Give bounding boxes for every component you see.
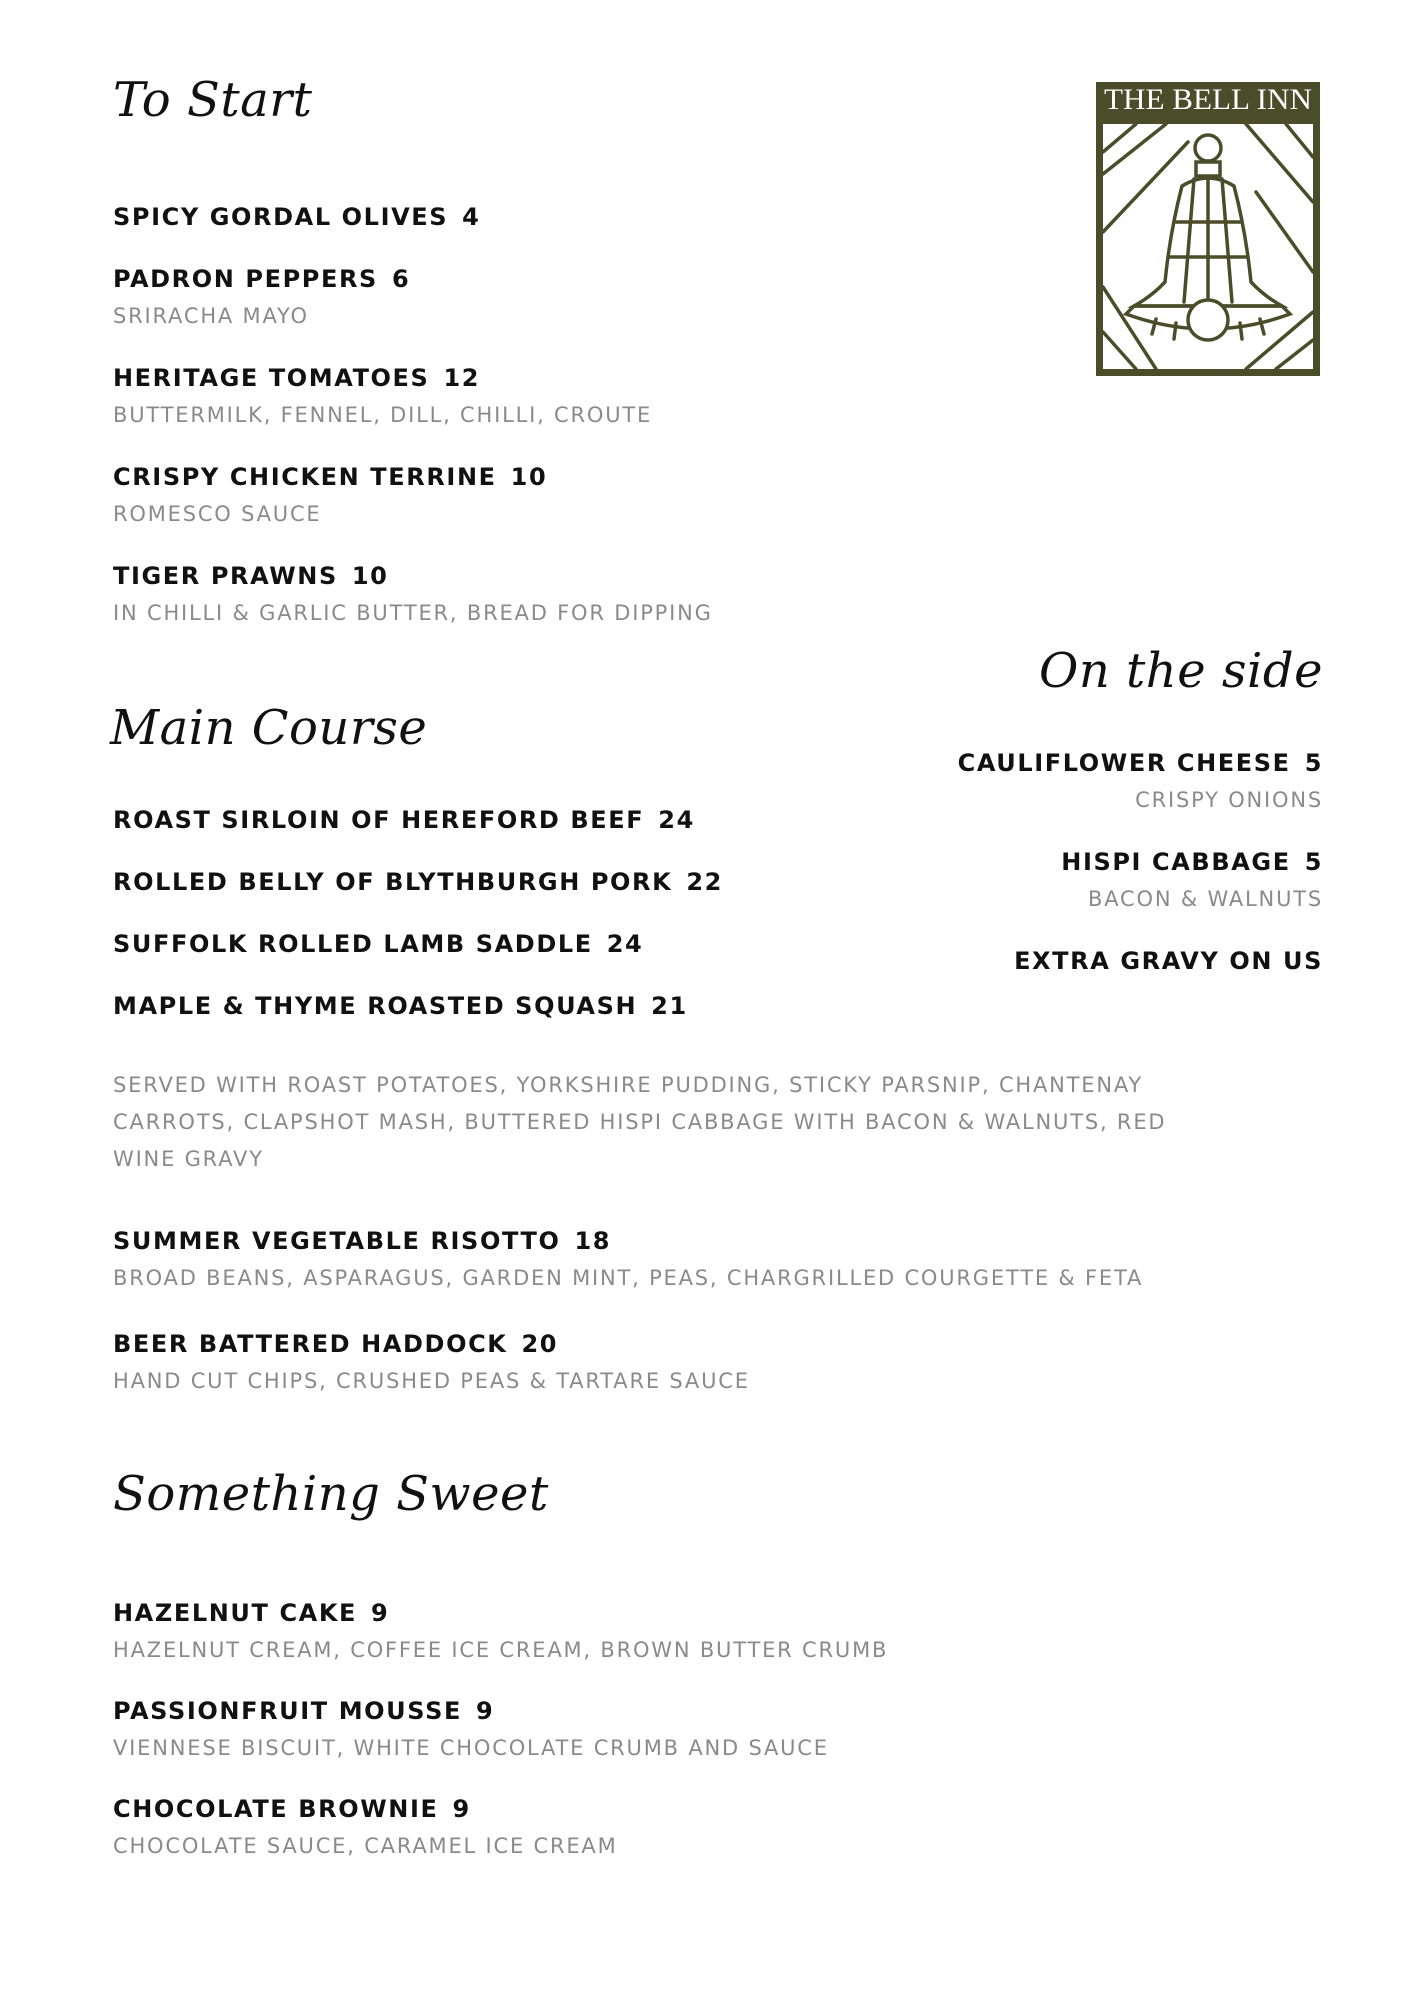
menu-item (113, 1598, 888, 1665)
served-with-note: SERVED WITH ROAST POTATOES, YORKSHIRE PUDDING, STICKY PARSNIP, CHANTENAY CARROTS, CLAPSHOT MASH, BUTTERED HISPI CABBAGE WITH BACON & WALNUTS, RED WINE GRAVY (113, 1073, 1167, 1171)
item-price: 5 (1304, 749, 1323, 777)
item-price: 4 (462, 203, 481, 231)
item-name: SUFFOLK ROLLED LAMB SADDLE 24 (113, 930, 644, 958)
menu-item (113, 867, 723, 897)
item-price: 18 (574, 1227, 612, 1255)
menu-item (113, 561, 713, 628)
item-name: CAULIFLOWER CHEESE 5 (957, 749, 1323, 777)
item-name: HERITAGE TOMATOES 12 (113, 364, 481, 392)
item-price: 10 (510, 463, 548, 491)
item-price: 9 (475, 1697, 495, 1725)
item-name: HISPI CABBAGE 5 (1061, 848, 1323, 876)
item-description: IN CHILLI & GARLIC BUTTER, BREAD FOR DIPPING (113, 601, 713, 625)
item-description: SRIRACHA MAYO (113, 304, 309, 328)
item-name: PADRON PEPPERS 6 (113, 265, 411, 293)
item-description: BUTTERMILK, FENNEL, DILL, CHILLI, CROUTE (113, 403, 653, 427)
item-description: BROAD BEANS, ASPARAGUS, GARDEN MINT, PEAS, CHARGRILLED COURGETTE & FETA (113, 1266, 1144, 1290)
menu-item (113, 805, 695, 835)
menu-item (113, 462, 547, 529)
item-price: 10 (351, 562, 389, 590)
menu-item (113, 1696, 829, 1763)
to-start-heading: To Start (113, 72, 313, 128)
item-name: MAPLE & THYME ROASTED SQUASH 21 (113, 992, 688, 1020)
item-name: EXTRA GRAVY ON US (1014, 947, 1323, 975)
item-name: PASSIONFRUIT MOUSSE 9 (113, 1697, 495, 1725)
item-price: 5 (1304, 848, 1323, 876)
item-name: ROAST SIRLOIN OF HEREFORD BEEF 24 (113, 806, 695, 834)
menu-item (113, 929, 643, 959)
bell-inn-logo (1096, 82, 1320, 376)
item-price: 20 (521, 1330, 559, 1358)
item-name: SUMMER VEGETABLE RISOTTO 18 (113, 1227, 612, 1255)
item-price: 21 (651, 992, 688, 1020)
item-name: SPICY GORDAL OLIVES 4 (113, 203, 481, 231)
menu-item (113, 264, 410, 331)
item-price: 24 (658, 806, 695, 834)
logo-text: THE BELL INN (1104, 83, 1312, 116)
side-item (1014, 946, 1323, 976)
item-name: CRISPY CHICKEN TERRINE 10 (113, 463, 548, 491)
item-description: ROMESCO SAUCE (113, 502, 322, 526)
item-price: 9 (371, 1599, 390, 1627)
side-item (958, 748, 1323, 815)
item-description: CRISPY ONIONS (1135, 788, 1323, 812)
menu-item (113, 202, 480, 232)
bell-icon (1096, 82, 1320, 376)
item-name: BEER BATTERED HADDOCK 20 (113, 1330, 559, 1358)
item-price: 6 (391, 265, 411, 293)
item-description: VIENNESE BISCUIT, WHITE CHOCOLATE CRUMB AND SAUCE (113, 1736, 829, 1760)
item-name: CHOCOLATE BROWNIE 9 (113, 1795, 471, 1823)
item-name: HAZELNUT CAKE 9 (113, 1599, 390, 1627)
item-description: HAND CUT CHIPS, CRUSHED PEAS & TARTARE SAUCE (113, 1369, 750, 1393)
menu-item (113, 1226, 1143, 1293)
item-name: ROLLED BELLY OF BLYTHBURGH PORK 22 (113, 868, 723, 896)
item-description: CHOCOLATE SAUCE, CARAMEL ICE CREAM (113, 1834, 618, 1858)
item-price: 22 (686, 868, 723, 896)
side-item (1061, 847, 1323, 914)
item-description: HAZELNUT CREAM, COFFEE ICE CREAM, BROWN BUTTER CRUMB (113, 1638, 889, 1662)
main-course-heading: Main Course (110, 700, 428, 756)
item-price: 12 (443, 364, 481, 392)
menu-item (113, 991, 688, 1021)
menu-item (113, 363, 652, 430)
something-sweet-heading: Something Sweet (113, 1466, 549, 1522)
menu-item (113, 1794, 618, 1861)
item-name: TIGER PRAWNS 10 (113, 562, 389, 590)
item-price: 9 (452, 1795, 471, 1823)
menu-item (113, 1329, 750, 1396)
item-price: 24 (606, 930, 644, 958)
item-description: BACON & WALNUTS (1088, 887, 1323, 911)
on-the-side-heading: On the side (1038, 643, 1323, 699)
